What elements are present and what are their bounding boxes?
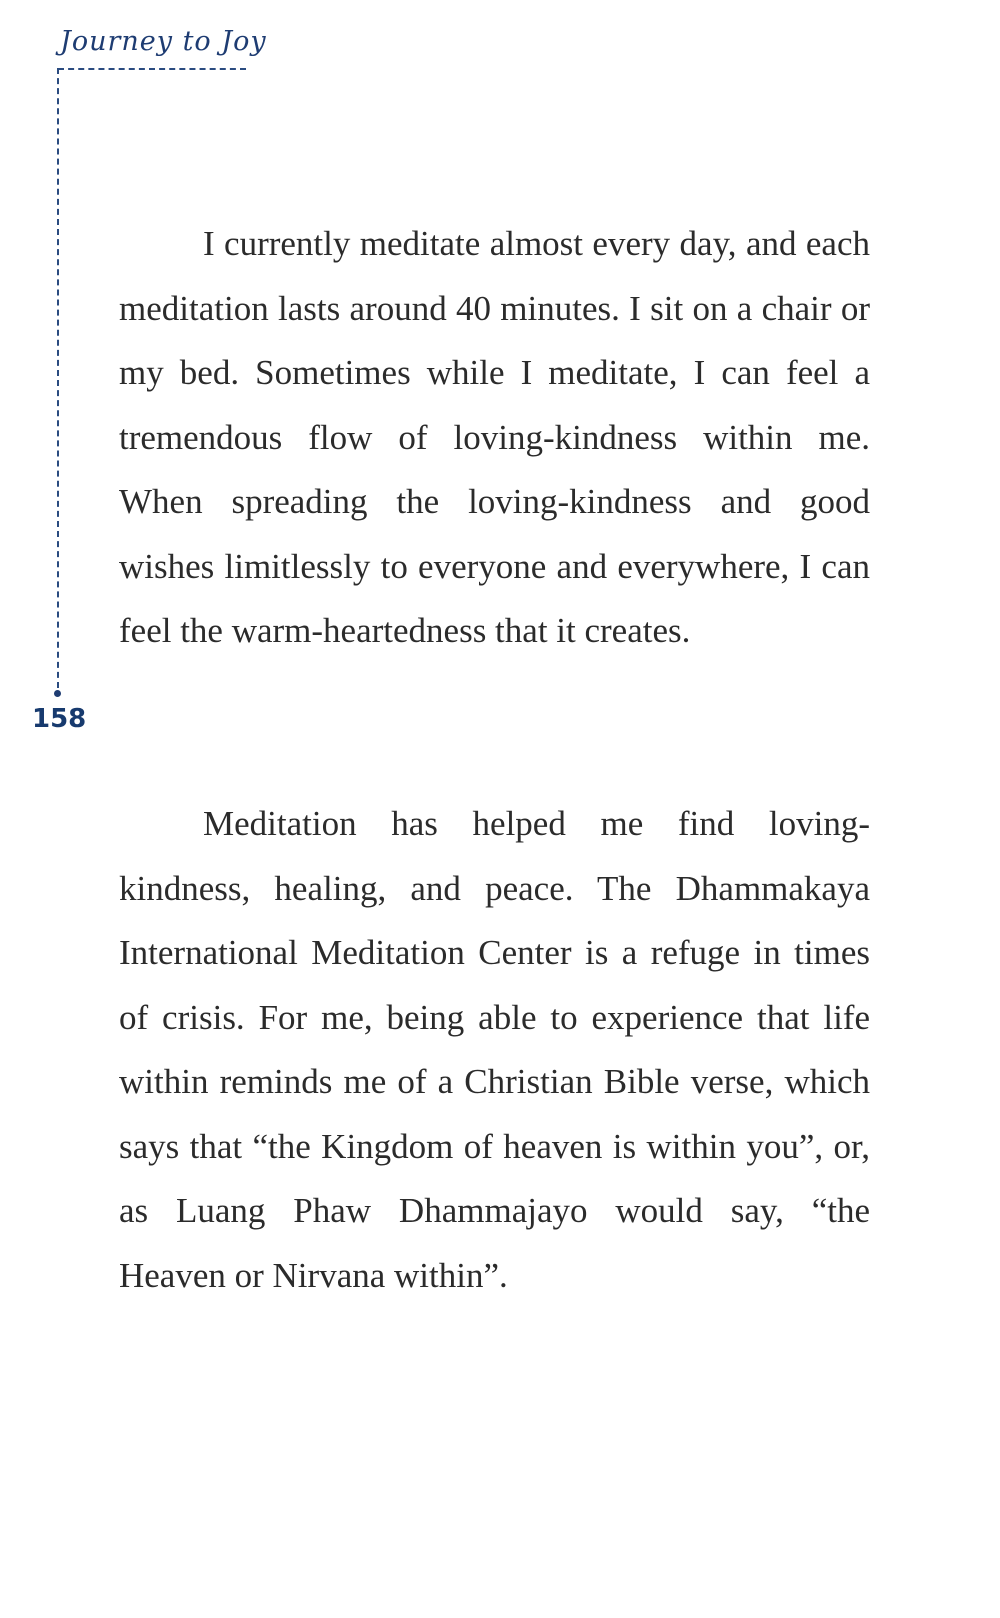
body-paragraph: Meditation has helped me find loving-kindness, healing, and peace. The Dhammakaya International Meditation Center is a refuge in times of crisis. For me, being able to experience that life within reminds me of a Christian Bible verse, which says that “the Kingdom of heaven is within you”, or, as Luang Phaw Dhammajayo would say, “the Heaven or Nirvana within”. — [119, 804, 870, 1295]
header-dotted-rule — [58, 68, 246, 70]
page-number: 158 — [32, 704, 87, 734]
margin-rule-end-dot — [54, 690, 61, 697]
running-header-title: Journey to Joy — [60, 26, 267, 57]
margin-dotted-rule — [57, 68, 59, 688]
body-paragraph: I currently meditate almost every day, and each meditation lasts around 40 minutes. I sit on a chair or my bed. Sometimes while I meditate, I can feel a tremendous flow of loving-kindness within me. When spreading the loving-kindness and good wishes limitlessly to everyone and everywhere, I can feel the warm-heartedness that it creates. — [119, 224, 870, 650]
